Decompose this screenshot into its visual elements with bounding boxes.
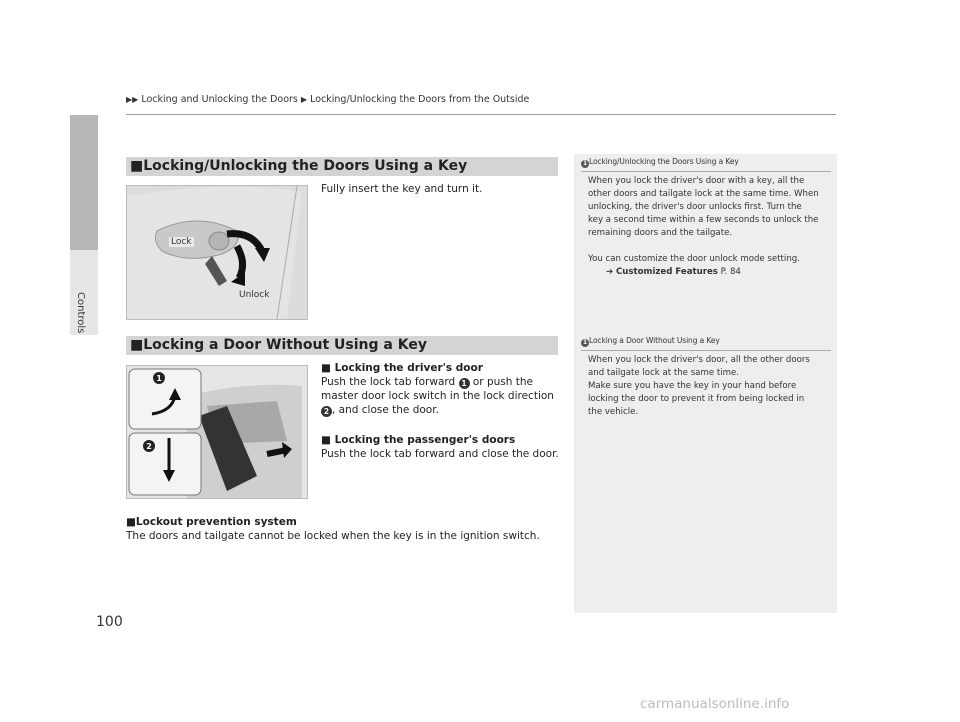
lock-callout: Lock [171, 237, 192, 247]
sidebar-notes [574, 154, 837, 613]
driver-door-line1: Push the lock tab forward 1 or push the [321, 376, 533, 388]
driver-door-block [321, 361, 561, 417]
breadcrumb-arrow-icon: ▶▶ [126, 95, 139, 104]
note2-rule [581, 350, 831, 351]
unlock-callout: Unlock [239, 290, 270, 300]
note1-title: 1 Locking/Unlocking the Doors Using a Key [582, 157, 739, 167]
section-heading-no-key-text: Locking a Door Without Using a Key [143, 337, 427, 353]
driver-door-heading: ■ Locking the driver's door [321, 362, 483, 374]
lockout-block [126, 515, 566, 543]
reference-page: P. 84 [720, 267, 741, 277]
note1-body: When you lock the driver's door with a key, all the other doors and tailgate lock at the same time. When unlocking, the driver's door unlocks first. Turn the key a second time within a few seconds to unlock the remaining doors and the tailgate. You can customize the door unlock mode setting. ➔ Customized Features P. 84 [581, 175, 831, 279]
driver-door-line2: master door lock switch in the lock direction [321, 390, 554, 402]
callout-badge-1: 1 [459, 378, 470, 389]
lockout-text: The doors and tailgate cannot be locked when the key is in the ignition switch. [126, 530, 540, 542]
svg-text:2: 2 [146, 442, 152, 451]
side-tab-dark [70, 115, 98, 250]
section1-body: Fully insert the key and turn it. [321, 183, 483, 195]
breadcrumb-part-1: Locking and Unlocking the Doors [141, 94, 298, 105]
breadcrumb-arrow-icon: ▶ [300, 95, 308, 104]
figure-key-lock [126, 185, 308, 320]
passenger-door-text: Push the lock tab forward and close the door. [321, 448, 559, 460]
header-rule [126, 114, 836, 115]
note2-body: When you lock the driver's door, all the other doors and tailgate lock at the same time. Make sure you have the key in your hand before locking the door to prevent it from being locked in the vehicle. [588, 355, 810, 417]
breadcrumb-part-2: Locking/Unlocking the Doors from the Outside [310, 94, 530, 105]
watermark: carmanualsonline.info [640, 696, 790, 712]
note2-title: 1 Locking a Door Without Using a Key [582, 336, 720, 346]
note1-reference[interactable] [588, 266, 831, 279]
section-heading-key-text: Locking/Unlocking the Doors Using a Key [143, 158, 468, 174]
note1 [581, 157, 831, 279]
customized-features-link[interactable]: Customized Features [615, 267, 718, 277]
passenger-door-heading: ■ Locking the passenger's doors [321, 434, 516, 446]
note1-rule [581, 171, 831, 172]
callout-badge-2: 2 [321, 406, 332, 417]
key-lock-illustration [127, 186, 307, 319]
reference-arrow-icon: ➔ [606, 267, 614, 277]
driver-door-line3: 2 , and close the door. [321, 403, 561, 417]
lockout-heading: ■Lockout prevention system [126, 516, 297, 528]
breadcrumb [126, 94, 529, 105]
side-tab-label: Controls [75, 292, 86, 334]
svg-text:1: 1 [156, 374, 162, 383]
note2 [581, 336, 831, 419]
page-number: 100 [96, 614, 123, 630]
section-heading-key: ■Locking/Unlocking the Doors Using a Key [126, 157, 558, 176]
door-lock-illustration [127, 366, 307, 498]
section-heading-no-key: ■Locking a Door Without Using a Key [126, 336, 558, 355]
figure-door-lock [126, 365, 308, 499]
passenger-door-block [321, 433, 561, 461]
